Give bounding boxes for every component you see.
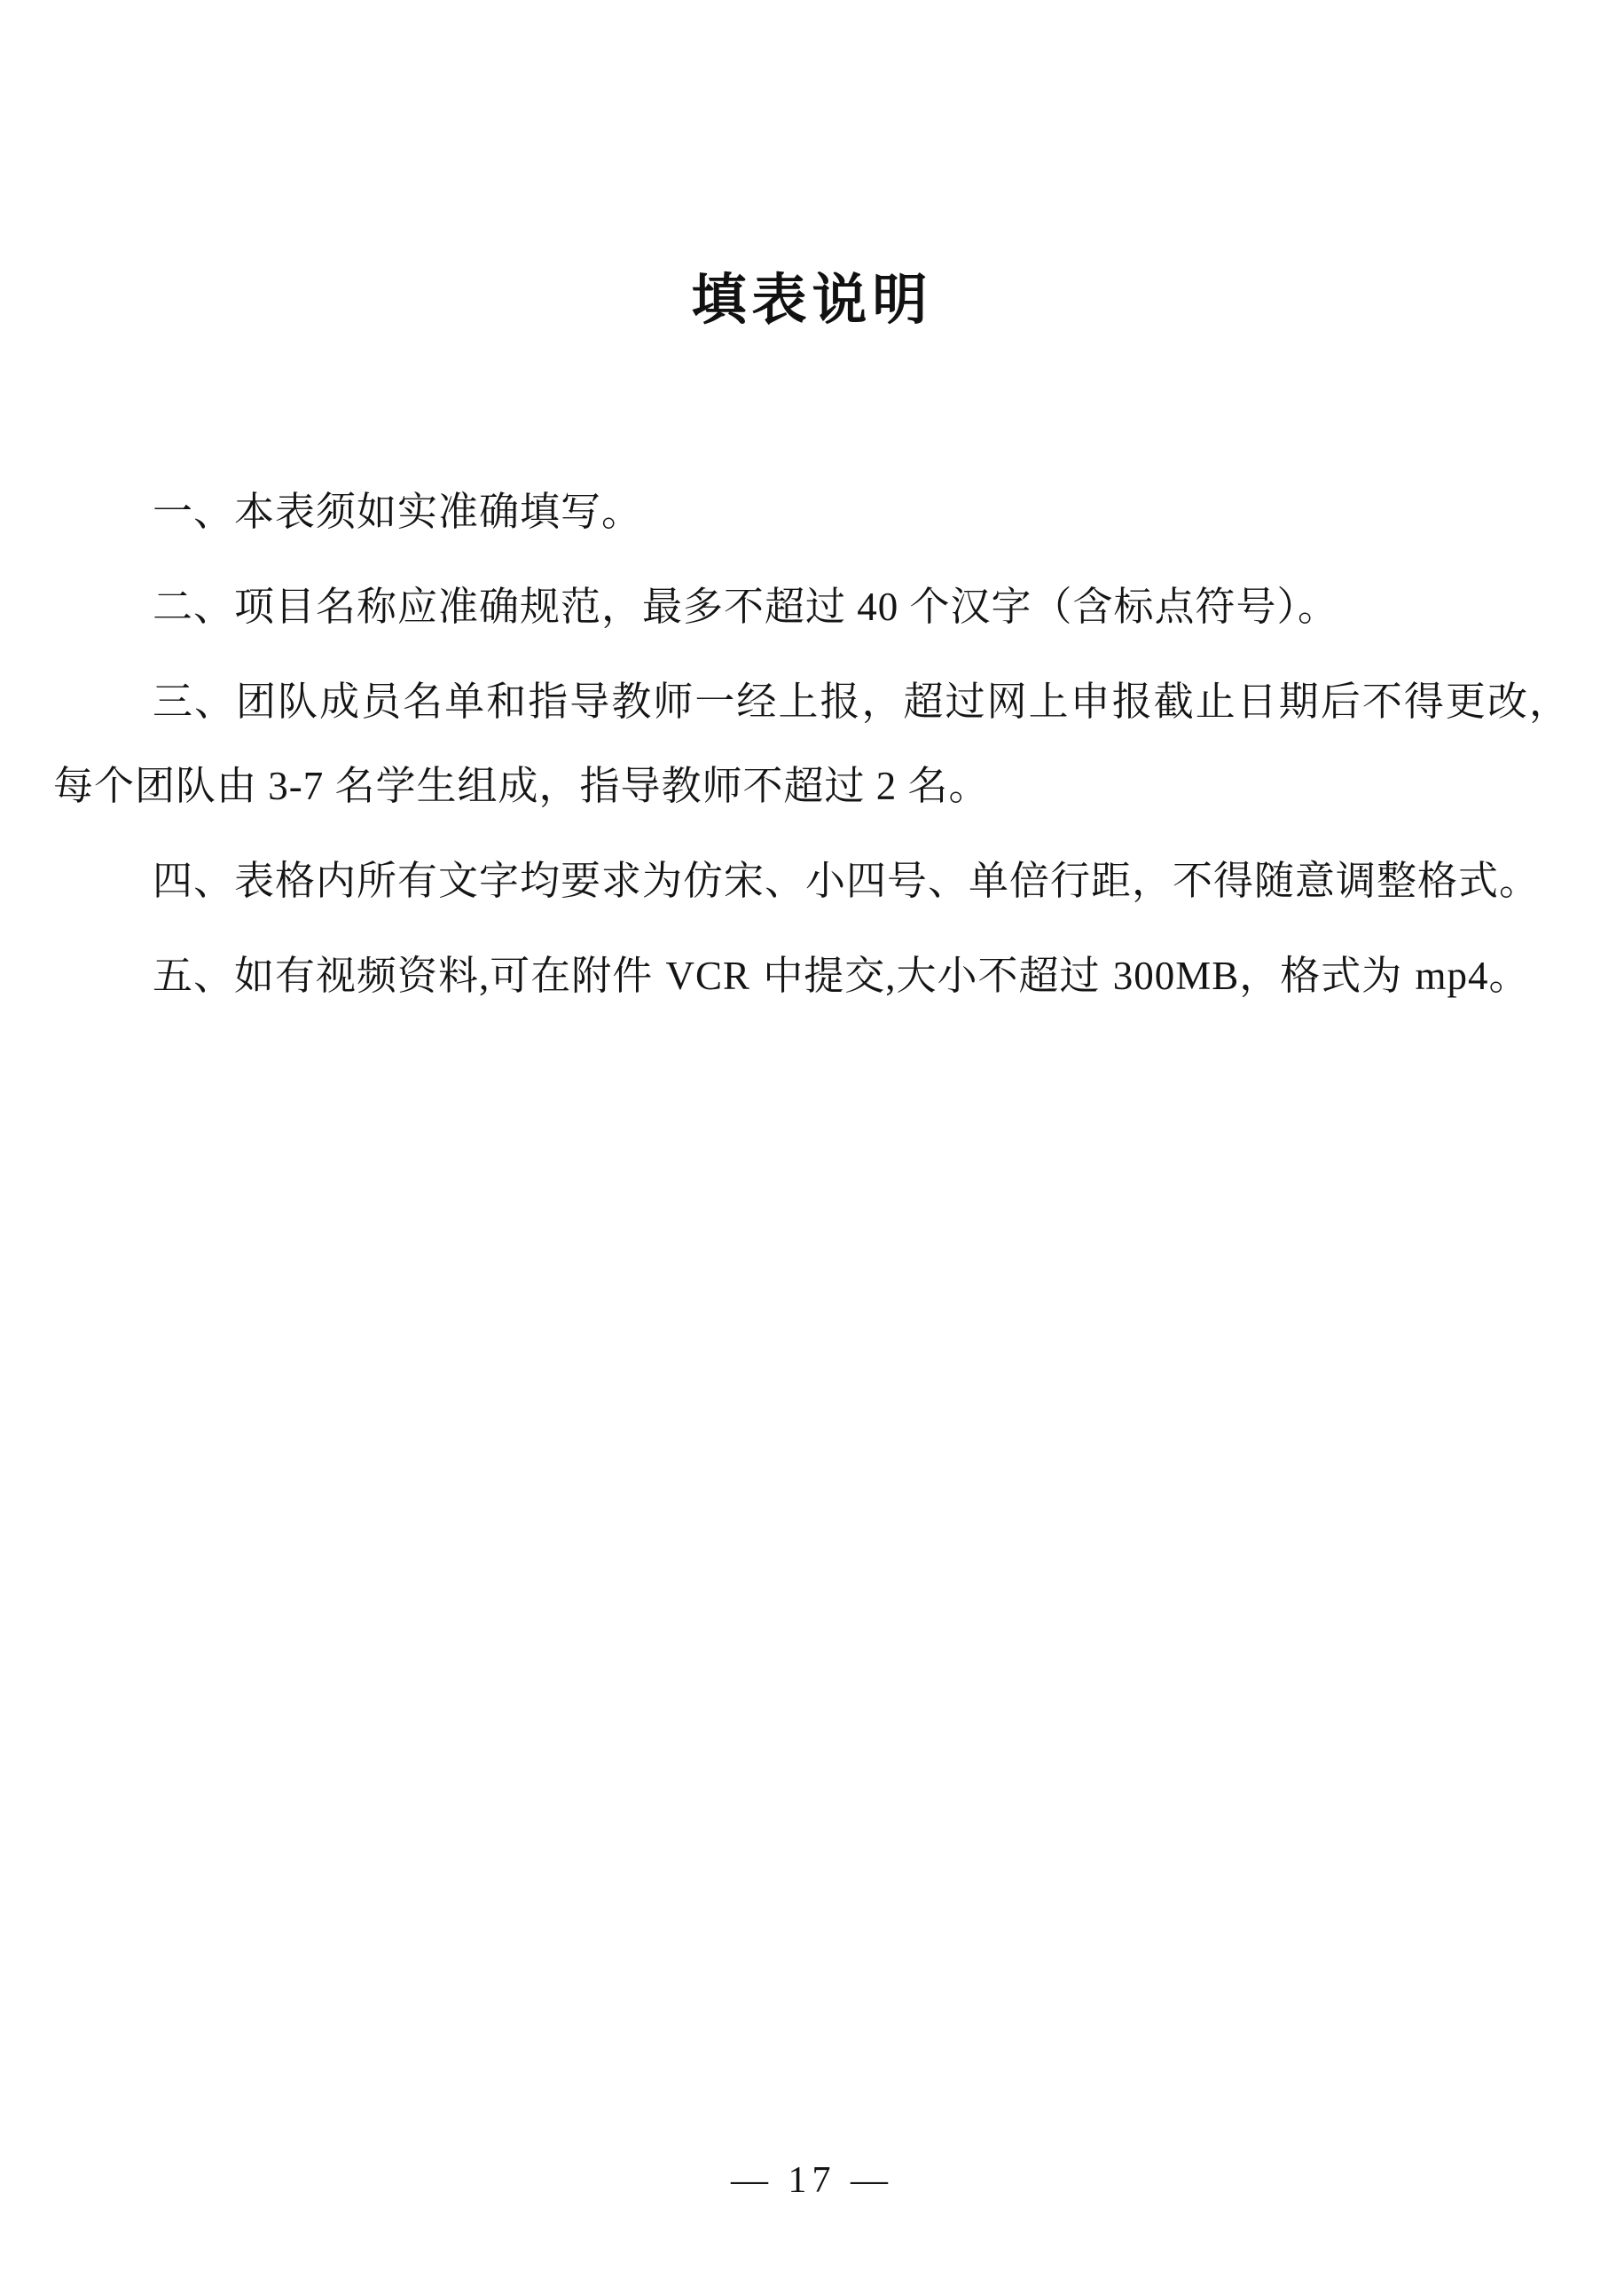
paragraph-1: 一、本表须如实准确填写。 xyxy=(153,490,643,534)
paragraph-3: 三、团队成员名单和指导教师一经上报，超过网上申报截止日期后不得更改，每个团队由 3-7 名学生组成，指导教师不超过 2 名。 xyxy=(53,680,1570,808)
page-title: 填表说明 xyxy=(691,267,933,332)
document-body xyxy=(53,470,1570,1029)
paragraph-2: 二、项目名称应准确规范，最多不超过 40 个汉字（含标点符号）。 xyxy=(153,585,1339,629)
page-number: — 17 — xyxy=(731,2160,893,2201)
paragraph-5: 五、如有视频资料,可在附件 VCR 中提交,大小不超过 300MB，格式为 mp4。 xyxy=(153,954,1530,998)
paragraph-4: 四、表格内所有文字均要求为仿宋、小四号、单倍行距，不得随意调整格式。 xyxy=(153,859,1541,903)
